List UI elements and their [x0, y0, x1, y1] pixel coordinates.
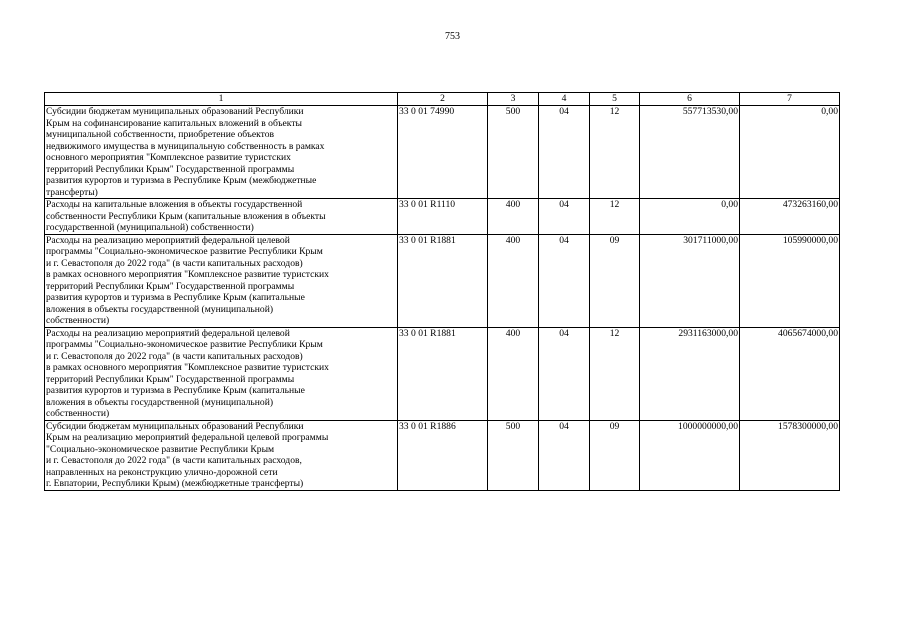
row-section: 04: [539, 420, 590, 490]
row-description: Субсидии бюджетам муниципальных образований Республики Крым на реализацию мероприятий федеральной целевой программы "Социально-экономическое развитие Республики Крым и г. Севастополя до 2022 года" (в части капитальных расходов, направленных на реконструкцию улично-дорожной сети г. Евпатории, Республики Крым) (межбюджетные трансферты): [45, 420, 398, 490]
row-description: Расходы на реализацию мероприятий федеральной целевой программы "Социально-экономическое развитие Республики Крым и г. Севастополя до 2022 года" (в части капитальных расходов) в рамках основного мероприятия "Комплексное развитие туристских территорий Республики Крым" Государственной программы развития курортов и туризма в Республике Крым (капитальные вложения в объекты государственной (муниципальной) собственности): [45, 327, 398, 420]
header-cell: 5: [590, 93, 640, 106]
table-row: [45, 234, 840, 327]
row-expense-type: 500: [488, 420, 539, 490]
header-cell: 1: [45, 93, 398, 106]
row-subsection: 12: [590, 106, 640, 199]
row-description: Субсидии бюджетам муниципальных образований Республики Крым на софинансирование капитальных вложений в объекты муниципальной собственности, приобретение объектов недвижимого имущества в муниципальную собственность в рамках основного мероприятия "Комплексное развитие туристских территорий Республики Крым" Государственной программы развития курортов и туризма в Республике Крым (межбюджетные трансферты): [45, 106, 398, 199]
row-target-code: 33 0 01 R1881: [398, 327, 488, 420]
header-cell: 7: [740, 93, 840, 106]
row-amount-1: 301711000,00: [640, 234, 740, 327]
row-amount-2: 473263160,00: [740, 199, 840, 235]
row-subsection: 12: [590, 327, 640, 420]
row-section: 04: [539, 234, 590, 327]
row-expense-type: 400: [488, 234, 539, 327]
row-section: 04: [539, 327, 590, 420]
row-amount-1: 1000000000,00: [640, 420, 740, 490]
table-row: [45, 420, 840, 490]
row-target-code: 33 0 01 R1886: [398, 420, 488, 490]
row-amount-1: 2931163000,00: [640, 327, 740, 420]
row-amount-1: 0,00: [640, 199, 740, 235]
budget-table: [44, 92, 840, 491]
header-row: [45, 93, 840, 106]
row-subsection: 09: [590, 420, 640, 490]
header-cell: 2: [398, 93, 488, 106]
row-amount-1: 557713530,00: [640, 106, 740, 199]
row-subsection: 12: [590, 199, 640, 235]
row-subsection: 09: [590, 234, 640, 327]
table-row: [45, 327, 840, 420]
header-cell: 4: [539, 93, 590, 106]
row-target-code: 33 0 01 74990: [398, 106, 488, 199]
row-amount-2: 105990000,00: [740, 234, 840, 327]
table-row: [45, 199, 840, 235]
header-cell: 6: [640, 93, 740, 106]
row-amount-2: 1578300000,00: [740, 420, 840, 490]
row-amount-2: 4065674000,00: [740, 327, 840, 420]
header-cell: 3: [488, 93, 539, 106]
row-description: Расходы на реализацию мероприятий федеральной целевой программы "Социально-экономическое развитие Республики Крым и г. Севастополя до 2022 года" (в части капитальных расходов) в рамках основного мероприятия "Комплексное развитие туристских территорий Республики Крым" Государственной программы развития курортов и туризма в Республике Крым (капитальные вложения в объекты государственной (муниципальной) собственности): [45, 234, 398, 327]
row-section: 04: [539, 199, 590, 235]
row-description: Расходы на капитальные вложения в объекты государственной собственности Республики Крым (капитальные вложения в объекты государственной (муниципальной) собственности): [45, 199, 398, 235]
row-amount-2: 0,00: [740, 106, 840, 199]
table-row: [45, 106, 840, 199]
row-target-code: 33 0 01 R1110: [398, 199, 488, 235]
row-section: 04: [539, 106, 590, 199]
row-expense-type: 400: [488, 199, 539, 235]
row-expense-type: 400: [488, 327, 539, 420]
row-expense-type: 500: [488, 106, 539, 199]
page-number: 753: [445, 31, 460, 42]
row-target-code: 33 0 01 R1881: [398, 234, 488, 327]
